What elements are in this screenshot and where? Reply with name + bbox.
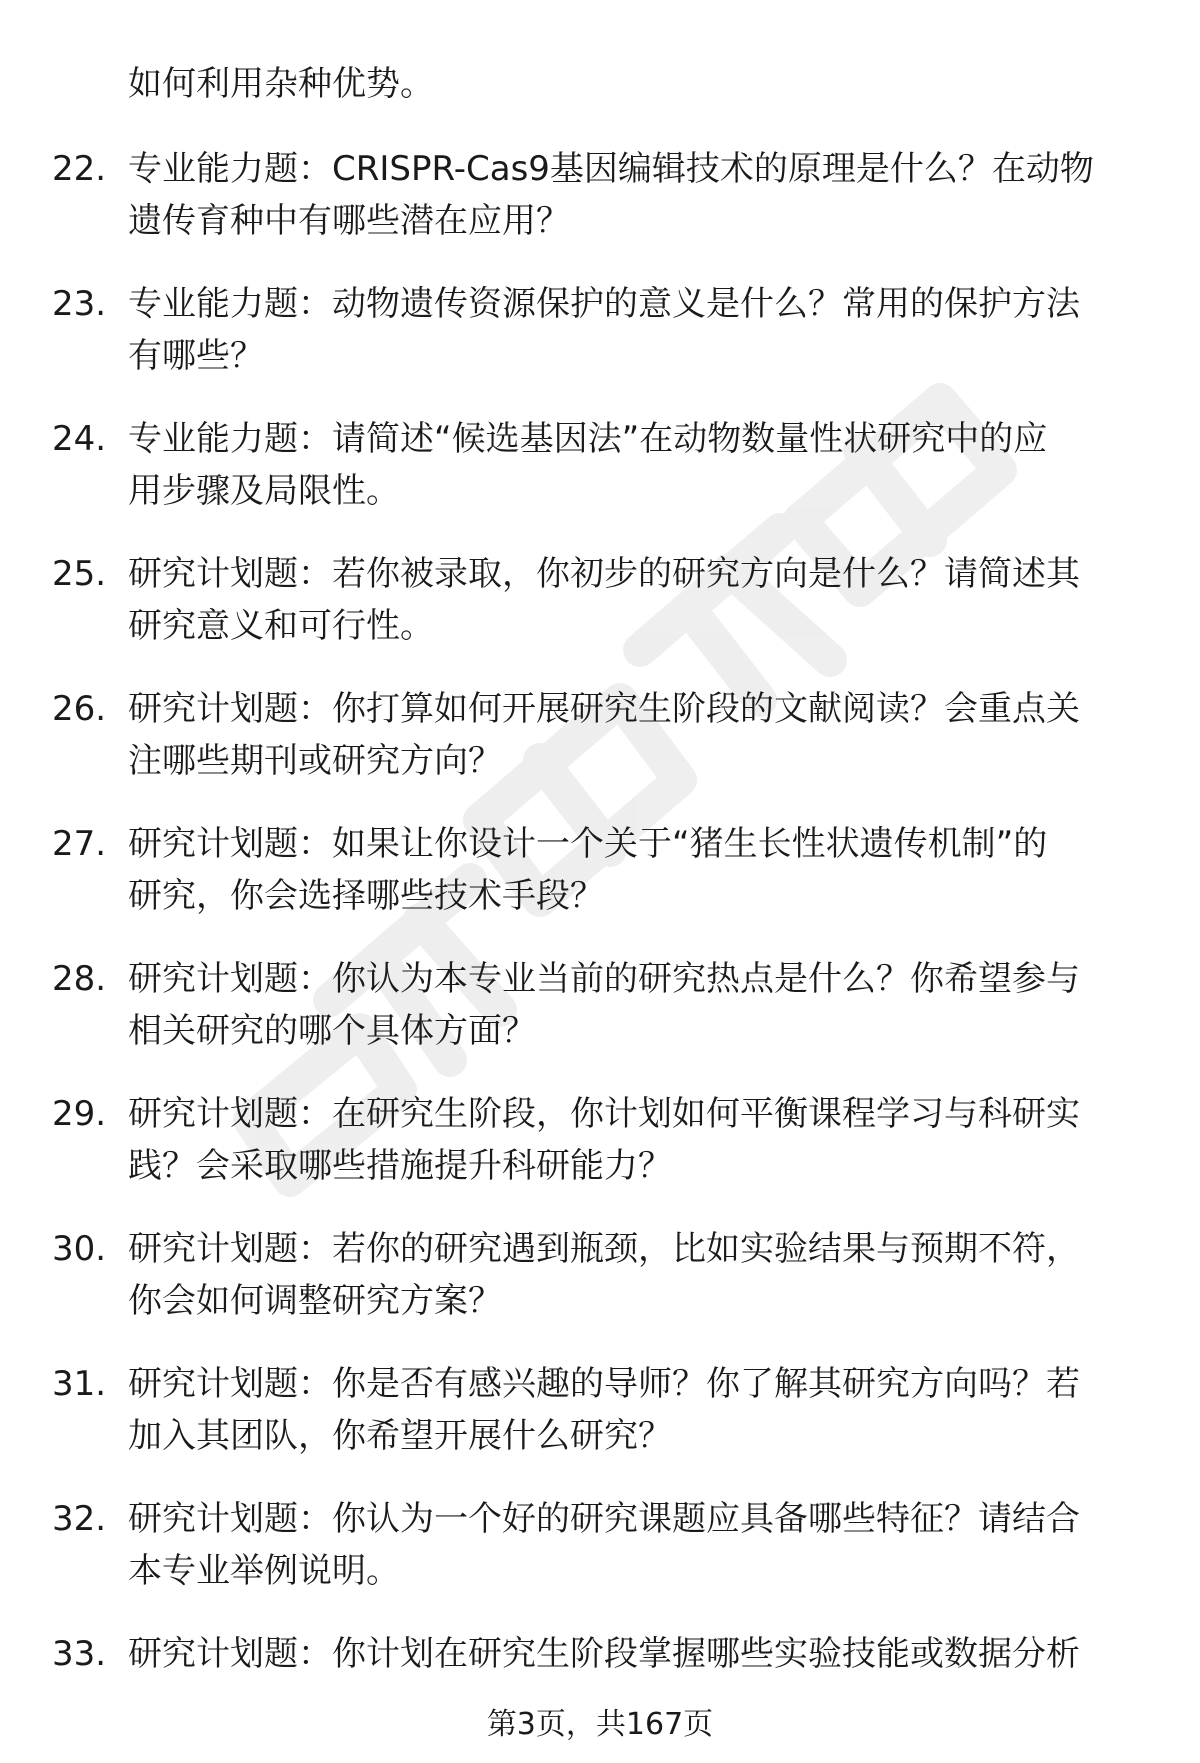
- question-number: 30.: [52, 1229, 107, 1269]
- question-text-line: 研究计划题：在研究生阶段，你计划如何平衡课程学习与科研实: [128, 1094, 1080, 1134]
- question-number: 33.: [52, 1634, 107, 1674]
- question-text-line: 研究计划题：你认为一个好的研究课题应具备哪些特征？请结合: [128, 1499, 1080, 1539]
- question-item: [0, 548, 1200, 683]
- question-number: 31.: [52, 1364, 107, 1404]
- question-number: 26.: [52, 689, 107, 729]
- question-item: [0, 818, 1200, 953]
- question-text-line: 有哪些？: [128, 336, 264, 376]
- question-item: [0, 1223, 1200, 1358]
- page-number-footer: 第3页，共167页: [486, 1707, 714, 1742]
- question-text-line: 践？会采取哪些措施提升科研能力？: [128, 1146, 672, 1186]
- question-item: [0, 278, 1200, 413]
- question-item: [0, 1088, 1200, 1223]
- question-number: 23.: [52, 284, 107, 324]
- question-item: [0, 1358, 1200, 1493]
- question-item: [0, 953, 1200, 1088]
- question-text-line: 用步骤及局限性。: [128, 471, 400, 511]
- question-text-line: 研究计划题：若你的研究遇到瓶颈，比如实验结果与预期不符，: [128, 1229, 1080, 1269]
- question-list: [0, 143, 1200, 1763]
- question-item: [0, 143, 1200, 278]
- question-text-line: 相关研究的哪个具体方面？: [128, 1011, 536, 1051]
- question-text-line: 研究计划题：你计划在研究生阶段掌握哪些实验技能或数据分析: [128, 1634, 1080, 1674]
- question-item: [0, 413, 1200, 548]
- question-text-line: 研究计划题：你打算如何开展研究生阶段的文献阅读？会重点关: [128, 689, 1080, 729]
- question-text-line: 研究计划题：你是否有感兴趣的导师？你了解其研究方向吗？若: [128, 1364, 1080, 1404]
- question-number: 27.: [52, 824, 107, 864]
- question-text-line: 研究计划题：你认为本专业当前的研究热点是什么？你希望参与: [128, 959, 1080, 999]
- question-continuation: 如何利用杂种优势。: [128, 64, 434, 104]
- question-text-line: 本专业举例说明。: [128, 1551, 400, 1591]
- question-text-line: 研究意义和可行性。: [128, 606, 434, 646]
- question-text-line: 你会如何调整研究方案？: [128, 1281, 502, 1321]
- question-text-line: 加入其团队，你希望开展什么研究？: [128, 1416, 672, 1456]
- question-number: 25.: [52, 554, 107, 594]
- question-text-line: 注哪些期刊或研究方向？: [128, 741, 502, 781]
- question-number: 22.: [52, 149, 107, 189]
- question-text-line: 专业能力题：CRISPR-Cas9基因编辑技术的原理是什么？在动物: [128, 149, 1094, 189]
- question-text-line: 专业能力题：请简述“候选基因法”在动物数量性状研究中的应: [128, 419, 1048, 459]
- question-number: 24.: [52, 419, 107, 459]
- question-text-line: 遗传育种中有哪些潜在应用？: [128, 201, 570, 241]
- question-number: 28.: [52, 959, 107, 999]
- question-item: [0, 1493, 1200, 1628]
- question-text-line: 专业能力题：动物遗传资源保护的意义是什么？常用的保护方法: [128, 284, 1080, 324]
- question-number: 32.: [52, 1499, 107, 1539]
- question-text-line: 研究，你会选择哪些技术手段？: [128, 876, 604, 916]
- question-text-line: 研究计划题：若你被录取，你初步的研究方向是什么？请简述其: [128, 554, 1080, 594]
- question-number: 29.: [52, 1094, 107, 1134]
- question-item: [0, 683, 1200, 818]
- question-text-line: 研究计划题：如果让你设计一个关于“猪生长性状遗传机制”的: [128, 824, 1048, 864]
